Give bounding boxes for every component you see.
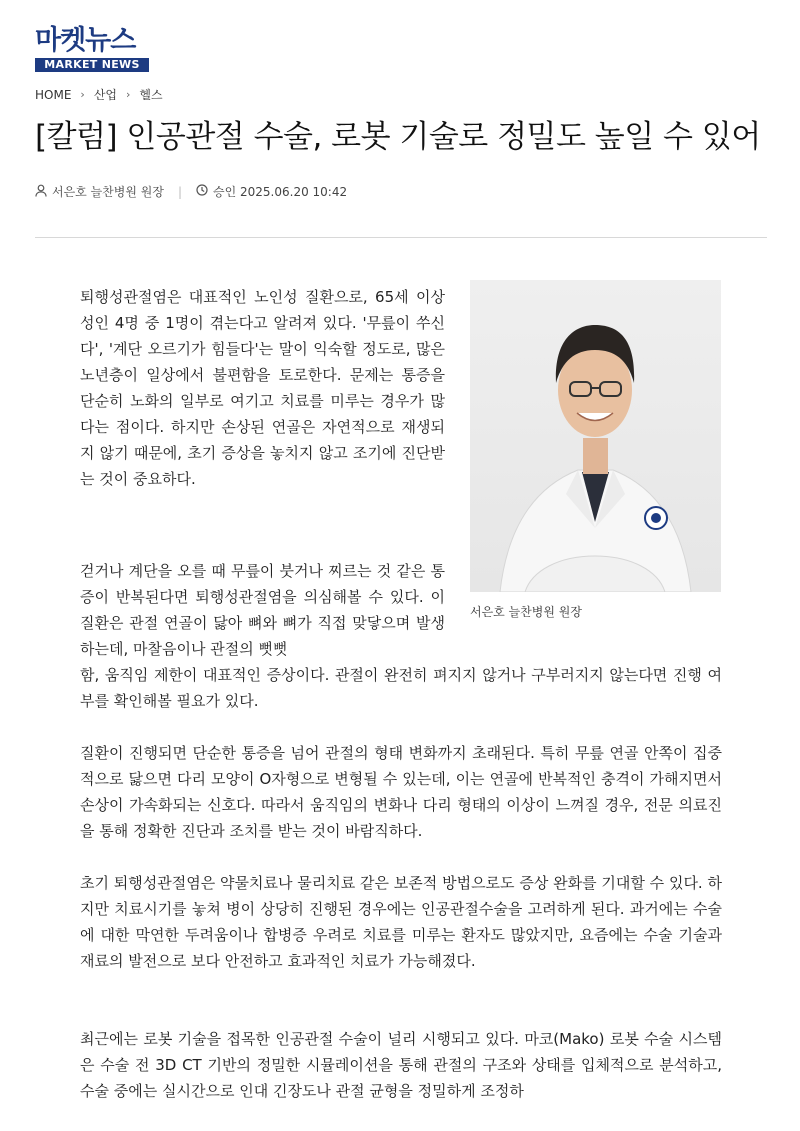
breadcrumb-health[interactable]: 헬스 [139,88,163,102]
article-paragraph: 최근에는 로봇 기술을 접목한 인공관절 수술이 널리 시행되고 있다. 마코(Mako) 로봇 수술 시스템은 수술 전 3D CT 기반의 정밀한 시뮬레이션을 통해 관절의 구조와 상태를 입체적으로 분석하고, 수술 중에는 실시간으로 인대 긴장도나 관절 균형을 정밀하게 조정하 [80,1030,722,1100]
chevron-right-icon: › [80,88,85,101]
author-name: 서은호 늘찬병원 원장 [52,185,164,199]
article-paragraph: 걷거나 계단을 오를 때 무릎이 붓거나 찌르는 것 같은 통증이 반복된다면 퇴행성관절염을 의심해볼 수 있다. 이 질환은 관절 연골이 닳아 뼈와 뼈가 직접 맞닿으며 발생하는데, 마찰음이나 관절의 뻣뻣 [80,562,445,658]
article-meta [35,183,347,200]
logo-korean: 마켓뉴스 [35,25,136,56]
breadcrumb-home[interactable]: HOME [35,87,72,102]
photo-caption: 서은호 늘찬병원 원장 [470,605,582,619]
chevron-right-icon: › [126,88,131,101]
publish-date: 승인 2025.06.20 10:42 [213,185,348,199]
meta-divider: | [177,184,183,199]
author-photo [470,280,721,592]
article-paragraph: 초기 퇴행성관절염은 약물치료나 물리치료 같은 보존적 방법으로도 증상 완화를 기대할 수 있다. 하지만 치료시기를 놓쳐 병이 상당히 진행된 경우에는 인공관절수술을 고려하게 된다. 과거에는 수술에 대한 막연한 두려움이나 합병증 우려로 치료를 미루는 환자도 많았지만, 요즘에는 수술 기술과 재료의 발전으로 보다 안전하고 효과적인 치료가 가능해졌다. [80,874,722,970]
clock-icon [196,184,208,199]
breadcrumb [35,86,163,103]
divider-line [35,237,767,238]
breadcrumb-industry[interactable]: 산업 [93,88,117,102]
user-icon [35,184,47,200]
article-paragraph: 퇴행성관절염은 대표적인 노인성 질환으로, 65세 이상 성인 4명 중 1명이 겪는다고 알려져 있다. '무릎이 쑤신다', '계단 오르기가 힘들다'는 말이 익숙할 정도로, 많은 노년층이 일상에서 불편함을 토로한다. 문제는 통증을 단순히 노화의 일부로 여기고 치료를 미루는 경우가 많다는 점이다. 하지만 손상된 연골은 자연적으로 재생되지 않기 때문에, 초기 증상을 놓치지 않고 조기에 진단받는 것이 중요하다. [80,288,445,488]
site-logo[interactable] [35,26,149,72]
article-paragraph: 질환이 진행되면 단순한 통증을 넘어 관절의 형태 변화까지 초래된다. 특히 무릎 연골 안쪽이 집중적으로 닳으면 다리 모양이 O자형으로 변형될 수 있는데, 이는 연골에 반복적인 충격이 가해지면서 손상이 가속화되는 신호다. 따라서 움직임의 변화나 다리 형태의 이상이 느껴질 경우, 전문 의료진을 통해 정확한 진단과 조치를 받는 것이 바람직하다. [80,744,722,840]
logo-english: MARKET NEWS [35,58,149,72]
article-paragraph: 함, 움직임 제한이 대표적인 증상이다. 관절이 완전히 펴지지 않거나 구부러지지 않는다면 진행 여부를 확인해볼 필요가 있다. [80,666,722,710]
article-title: [칼럼] 인공관절 수술, 로봇 기술로 정밀도 높일 수 있어 [35,119,761,155]
